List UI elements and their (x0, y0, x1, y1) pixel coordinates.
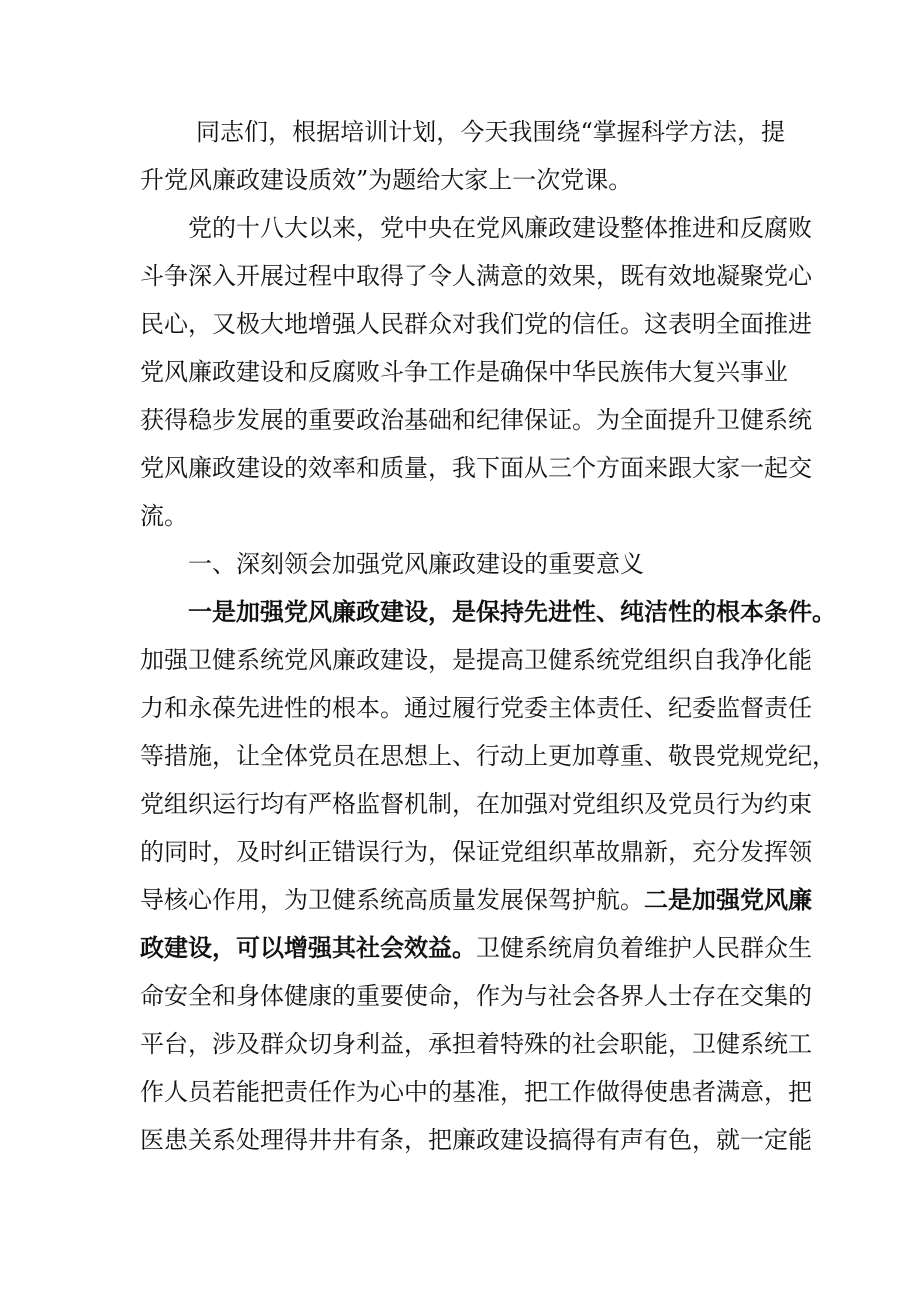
bold-lead-sentence-2-part-1: 二是加强党风廉 (644, 886, 812, 914)
paragraph-2-line-4: 党风廉政建设和反腐败斗争工作是确保中华民族伟大复兴事业 (140, 358, 788, 386)
paragraph-3-line-9: 命安全和身体健康的重要使命，作为与社会各界人士存在交集的 (140, 982, 812, 1010)
paragraph-3-line-4: 等措施，让全体党员在思想上、行动上更加尊重、敬畏党规党纪， (140, 742, 836, 770)
paragraph-3-line-8-text: 卫健系统肩负着维护人民群众生 (476, 934, 812, 962)
intro-line-2: 升党风廉政建设质效”为题给大家上一次党课。 (140, 166, 633, 194)
paragraph-2-line-2: 斗争深入开展过程中取得了令人满意的效果，既有效地凝聚党心 (140, 262, 812, 290)
paragraph-2-line-6: 党风廉政建设的效率和质量，我下面从三个方面来跟大家一起交 (140, 454, 812, 482)
paragraph-3-line-12: 医患关系处理得井井有条，把廉政建设搞得有声有色，就一定能 (140, 1126, 812, 1154)
paragraph-2-line-3: 民心，又极大地增强人民群众对我们党的信任。这表明全面推进 (140, 310, 812, 338)
bold-lead-sentence-2-part-2: 政建设，可以增强其社会效益。 (140, 934, 476, 962)
paragraph-3-line-3: 力和永葆先进性的根本。通过履行党委主体责任、纪委监督责任 (140, 694, 812, 722)
paragraph-3-line-6: 的同时，及时纠正错误行为，保证党组织革故鼎新，充分发挥领 (140, 838, 812, 866)
bold-lead-sentence-1: 一是加强党风廉政建设，是保持先进性、纯洁性的根本条件。 (188, 598, 836, 626)
paragraph-2-line-5: 获得稳步发展的重要政治基础和纪律保证。为全面提升卫健系统 (140, 406, 812, 434)
section-1-heading: 一、深刻领会加强党风廉政建设的重要意义 (188, 550, 644, 578)
paragraph-2-line-7: 流。 (140, 502, 188, 530)
paragraph-3-line-7 (140, 880, 812, 920)
paragraph-2-line-1: 党的十八大以来，党中央在党风廉政建设整体推进和反腐败 (188, 214, 812, 242)
paragraph-3-line-8 (140, 928, 812, 968)
paragraph-3-line-7-text: 导核心作用，为卫健系统高质量发展保驾护航。 (140, 886, 644, 914)
intro-line-1: 同志们，根据培训计划，今天我围绕“掌握科学方法，提 (196, 118, 785, 146)
paragraph-3-line-1 (188, 592, 836, 632)
paragraph-3-line-10: 平台，涉及群众切身利益，承担着特殊的社会职能，卫健系统工 (140, 1030, 812, 1058)
paragraph-3-line-5: 党组织运行均有严格监督机制，在加强对党组织及党员行为约束 (140, 790, 812, 818)
paragraph-3-line-11: 作人员若能把责任作为心中的基准，把工作做得使患者满意，把 (140, 1078, 812, 1106)
paragraph-3-line-2: 加强卫健系统党风廉政建设，是提高卫健系统党组织自我净化能 (140, 646, 812, 674)
